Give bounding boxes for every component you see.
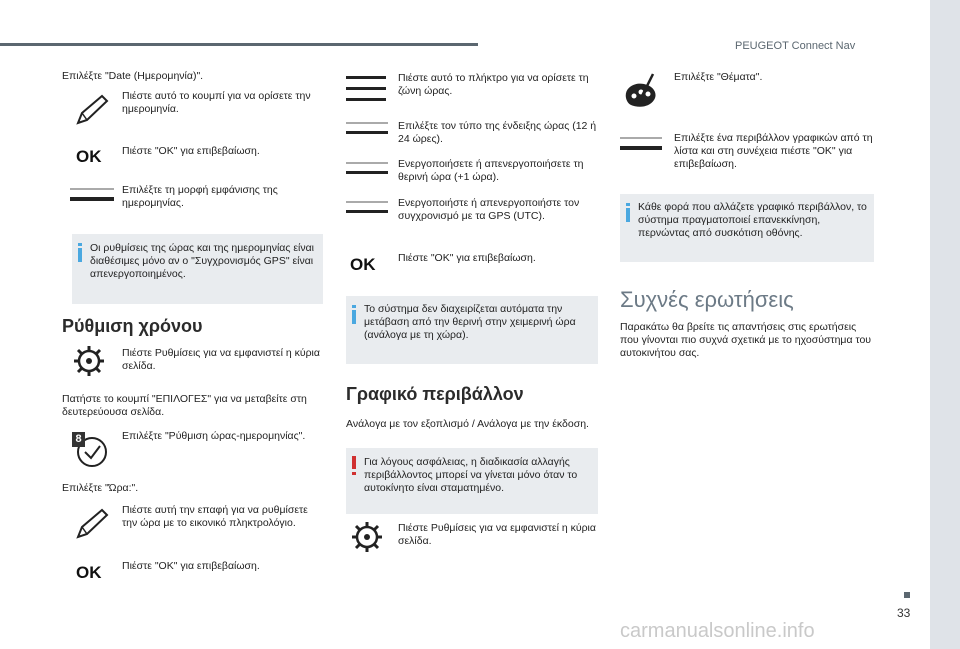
step-date-format: Επιλέξτε τη μορφή εμφάνισης της ημερομηνίας.	[122, 184, 278, 209]
menu-lines-icon	[346, 74, 386, 104]
clock-badge: 8	[72, 432, 85, 447]
step-summer-time: Ενεργοποιήσετε ή απενεργοποιήσετε τη θερινή ώρα (+1 ώρα).	[398, 158, 584, 183]
list-entry-icon	[70, 187, 114, 203]
step-timezone: Πιέστε αυτό το πλήκτρο για να ορίσετε τη ζώνη ώρας.	[398, 72, 589, 97]
step-themes: Επιλέξτε "Θέματα".	[674, 71, 763, 83]
info-gps-text: Οι ρυθμίσεις της ώρας και της ημερομηνίας είναι διαθέσιμες μόνο αν ο "Συγχρονισμός GPS" είναι απενεργοποιημένος.	[90, 242, 314, 280]
page-number: 33	[897, 606, 911, 620]
step-options: Πατήστε το κουμπί "ΕΠΙΛΟΓΕΣ" για να μεταβείτε στη δευτερεύουσα σελίδα.	[62, 393, 307, 418]
header-rule	[0, 43, 478, 46]
availability-note: Ανάλογα με τον εξοπλισμό / Ανάλογα με την έκδοση.	[346, 418, 589, 430]
info-icon-3	[626, 203, 630, 206]
info-summer-text: Το σύστημα δεν διαχειρίζεται αυτόματα την μετάβαση από την θερινή στην χειμερινή ώρα (ανάλογα με τη χώρα).	[364, 303, 576, 341]
intro-select-date: Επιλέξτε "Date (Ημερομηνία)".	[62, 70, 204, 82]
info-box-restart	[620, 194, 874, 262]
pencil-icon-2	[74, 506, 110, 542]
list-entry-icon-5	[620, 136, 662, 152]
step-edit-time: Πιέστε αυτή την επαφή για να ρυθμίσετε την ώρα με το εικονικό πληκτρολόγιο.	[122, 504, 308, 529]
ok-icon-2: OK	[76, 563, 102, 582]
ok-icon-3: OK	[350, 255, 376, 274]
warning-text: Για λόγους ασφάλειας, η διαδικασία αλλαγής περιβάλλοντος μπορεί να γίνεται μόνο όταν το αυτοκίνητο είναι σταματημένο.	[364, 456, 578, 494]
palette-icon	[620, 70, 662, 112]
step-ok-time: Πιέστε "OK" για επιβεβαίωση.	[122, 560, 260, 572]
settings-gear-icon-2	[350, 520, 384, 554]
step-open-settings-2: Πιέστε Ρυθμίσεις για να εμφανιστεί η κύρια σελίδα.	[398, 522, 596, 547]
step-ok-zone: Πιέστε "OK" για επιβεβαίωση.	[398, 252, 536, 264]
step-gps-sync: Ενεργοποιήστε ή απενεργοποιήστε τον συγχρονισμό με τα GPS (UTC).	[398, 197, 580, 222]
step-ok-date: Πιέστε "OK" για επιβεβαίωση.	[122, 145, 260, 157]
info-icon	[78, 243, 82, 246]
info-box-gps	[72, 234, 323, 304]
pencil-icon	[74, 92, 110, 128]
step-select-datetime: Επιλέξτε "Ρύθμιση ώρας-ημερομηνίας".	[122, 430, 306, 442]
list-entry-icon-2	[346, 122, 388, 136]
heading-faq: Συχνές ερωτήσεις	[620, 287, 794, 312]
settings-gear-icon	[72, 344, 106, 378]
step-edit-date: Πιέστε αυτό το κουμπί για να ορίσετε την ημερομηνία.	[122, 90, 311, 115]
page-marker	[904, 592, 910, 598]
ok-icon: OK	[76, 147, 102, 166]
info-restart-text: Κάθε φορά που αλλάζετε γραφικό περιβάλλον, το σύστημα πραγματοποιεί επανεκκίνηση, περνώντας από συσκότιση οθόνης.	[638, 201, 867, 239]
footer-watermark: carmanualsonline.info	[620, 620, 815, 642]
step-select-hour: Επιλέξτε "Ώρα:".	[62, 482, 139, 494]
clock-icon	[72, 432, 108, 468]
list-entry-icon-4	[346, 201, 388, 215]
heading-time-setting: Ρύθμιση χρόνου	[62, 316, 203, 336]
warning-icon	[352, 456, 356, 469]
faq-intro: Παρακάτω θα βρείτε τις απαντήσεις στις ερωτήσεις που γίνονται πιο συχνά σχετικά με το ηχοσύστημα του αυτοκινήτου σας.	[620, 321, 872, 359]
step-time-format: Επιλέξτε τον τύπο της ένδειξης ώρας (12 ή 24 ώρες).	[398, 120, 597, 145]
info-icon-2	[352, 305, 356, 308]
step-open-settings-text: Πιέστε Ρυθμίσεις για να εμφανιστεί η κύρια σελίδα.	[122, 347, 322, 373]
list-entry-icon-3	[346, 162, 388, 176]
side-tab	[930, 0, 960, 649]
step-choose-env: Επιλέξτε ένα περιβάλλον γραφικών από τη λίστα και στη συνέχεια πιέστε "OK" για επιβεβαίωση.	[674, 132, 873, 170]
info-box-summer	[346, 296, 598, 364]
header-title: PEUGEOT Connect Nav	[735, 40, 856, 52]
heading-graphic-env: Γραφικό περιβάλλον	[346, 384, 524, 404]
warning-box	[346, 448, 598, 514]
